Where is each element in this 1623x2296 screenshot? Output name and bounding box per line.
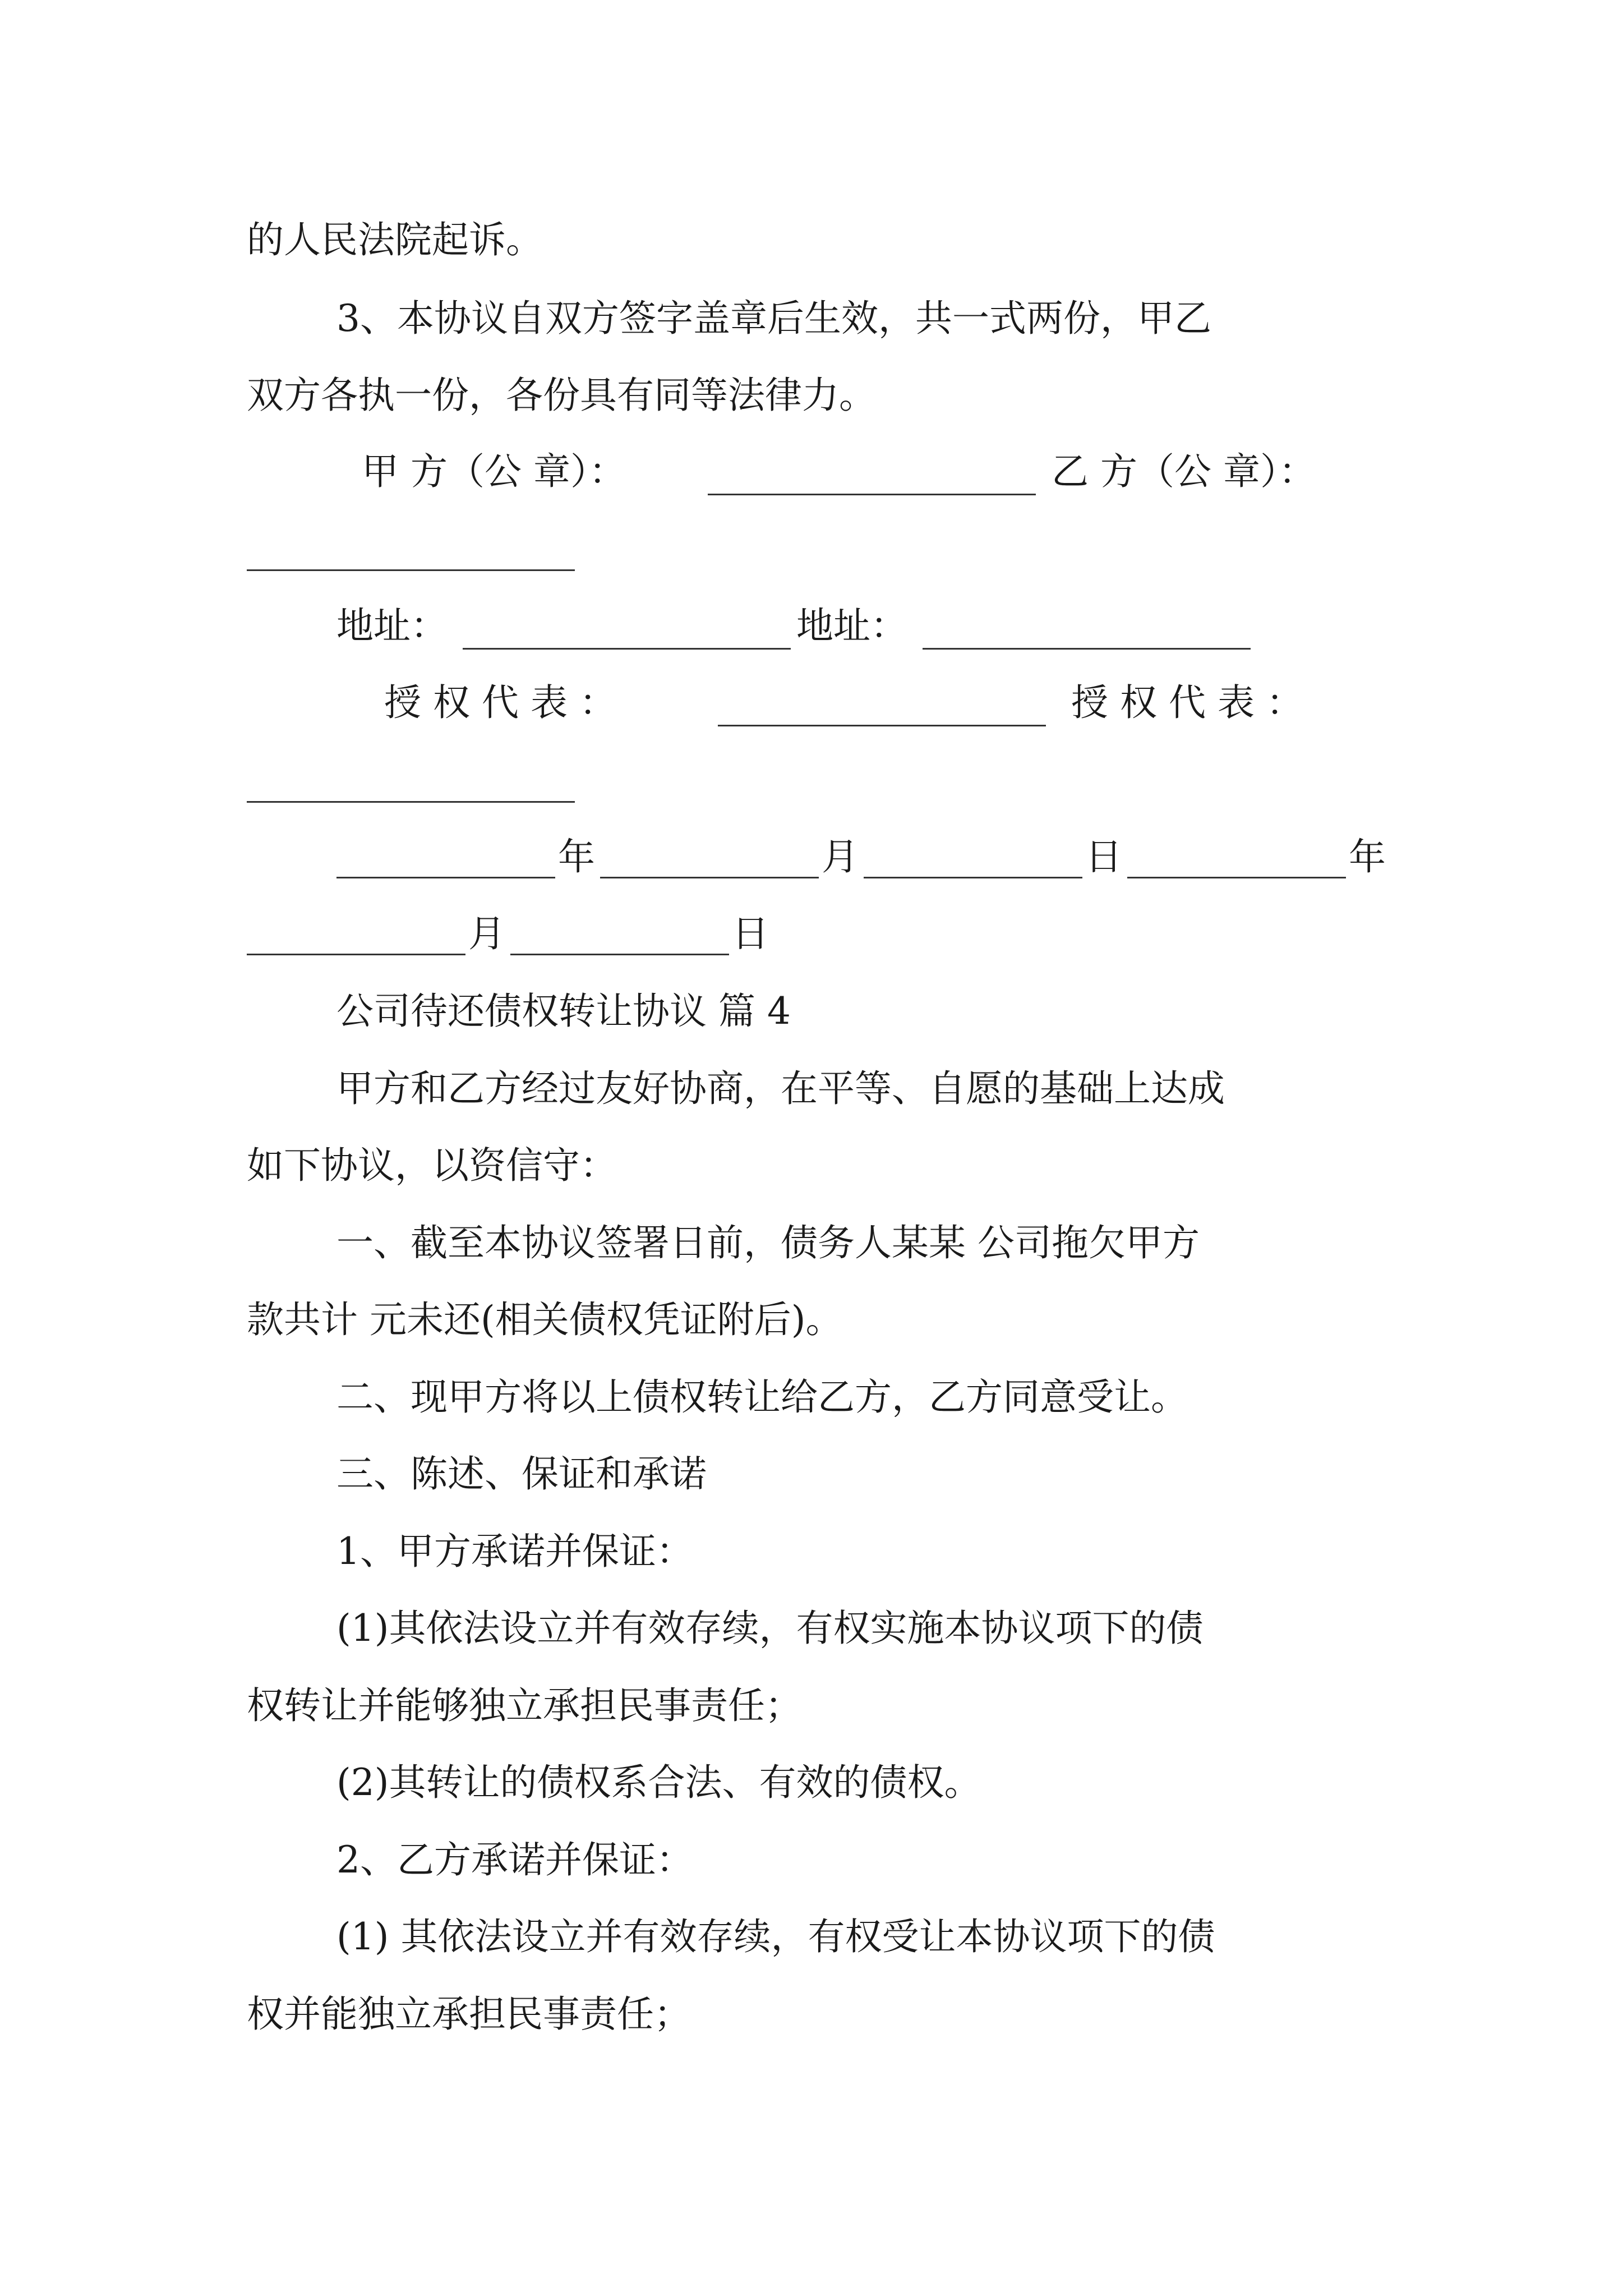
intro-line-1: 甲方和乙方经过友好协商，在平等、自愿的基础上达成 bbox=[336, 1067, 1225, 1110]
item-3: 三、陈述、保证和承诺 bbox=[336, 1452, 707, 1496]
clause-3-line-2: 双方各执一份，各份具有同等法律力。 bbox=[247, 374, 876, 417]
date-a-day-blank[interactable] bbox=[864, 877, 1082, 878]
address-b-label: 地址： bbox=[796, 604, 907, 647]
rep-a-label: 授 权 代 表 ： bbox=[384, 681, 616, 724]
party-b-promise-title: 2、乙方承诺并保证： bbox=[336, 1838, 693, 1881]
date-a-year: 年 bbox=[558, 835, 595, 878]
date-a-day: 日 bbox=[1085, 835, 1122, 878]
party-a-promise-1-line-2: 权转让并能够独立承担民事责任； bbox=[247, 1684, 802, 1727]
rep-b-blank[interactable] bbox=[247, 801, 575, 803]
sig-party-a-label: 甲 方（公 章）： bbox=[362, 450, 626, 493]
sig-party-a-blank[interactable] bbox=[708, 494, 1036, 495]
date-b-day-blank[interactable] bbox=[510, 954, 729, 955]
rep-b-label: 授 权 代 表 ： bbox=[1071, 681, 1303, 724]
date-a-month: 月 bbox=[822, 835, 859, 878]
date-b-year: 年 bbox=[1349, 835, 1386, 878]
party-b-promise-1-line-2: 权并能独立承担民事责任； bbox=[247, 1993, 691, 2036]
rep-a-blank[interactable] bbox=[718, 725, 1046, 726]
party-a-promise-title: 1、甲方承诺并保证： bbox=[336, 1530, 693, 1573]
item-2: 二、现甲方将以上债权转让给乙方，乙方同意受让。 bbox=[336, 1375, 1188, 1419]
address-b-blank[interactable] bbox=[923, 648, 1251, 650]
date-b-month: 月 bbox=[468, 912, 505, 955]
party-a-promise-2: (2)其转让的债权系合法、有效的债权。 bbox=[336, 1761, 981, 1804]
date-a-month-blank[interactable] bbox=[600, 877, 819, 878]
clause-3-line-1: 3、本协议自双方签字盖章后生效，共一式两份，甲乙 bbox=[336, 297, 1211, 340]
item-1-line-1: 一、截至本协议签署日前，债务人某某 公司拖欠甲方 bbox=[336, 1221, 1200, 1264]
text-line-prev-tail: 的人民法院起诉。 bbox=[247, 218, 543, 261]
section-title: 公司待还债权转让协议 篇 4 bbox=[336, 990, 791, 1033]
date-b-year-blank[interactable] bbox=[1127, 877, 1346, 878]
address-a-label: 地址： bbox=[336, 604, 448, 647]
item-1-line-2: 款共计 元未还(相关债权凭证附后)。 bbox=[247, 1298, 843, 1341]
date-b-day: 日 bbox=[732, 912, 769, 955]
intro-line-2: 如下协议，以资信守： bbox=[247, 1144, 617, 1187]
date-a-year-blank[interactable] bbox=[336, 877, 555, 878]
party-b-promise-1-line-1: (1) 其依法设立并有效存续，有权受让本协议项下的债 bbox=[336, 1915, 1215, 1958]
party-a-promise-1-line-1: (1)其依法设立并有效存续，有权实施本协议项下的债 bbox=[336, 1607, 1204, 1650]
sig-party-b-blank[interactable] bbox=[247, 569, 575, 571]
date-b-month-blank[interactable] bbox=[247, 954, 465, 955]
sig-party-b-label: 乙 方（公 章）： bbox=[1052, 450, 1316, 493]
address-a-blank[interactable] bbox=[463, 648, 791, 650]
